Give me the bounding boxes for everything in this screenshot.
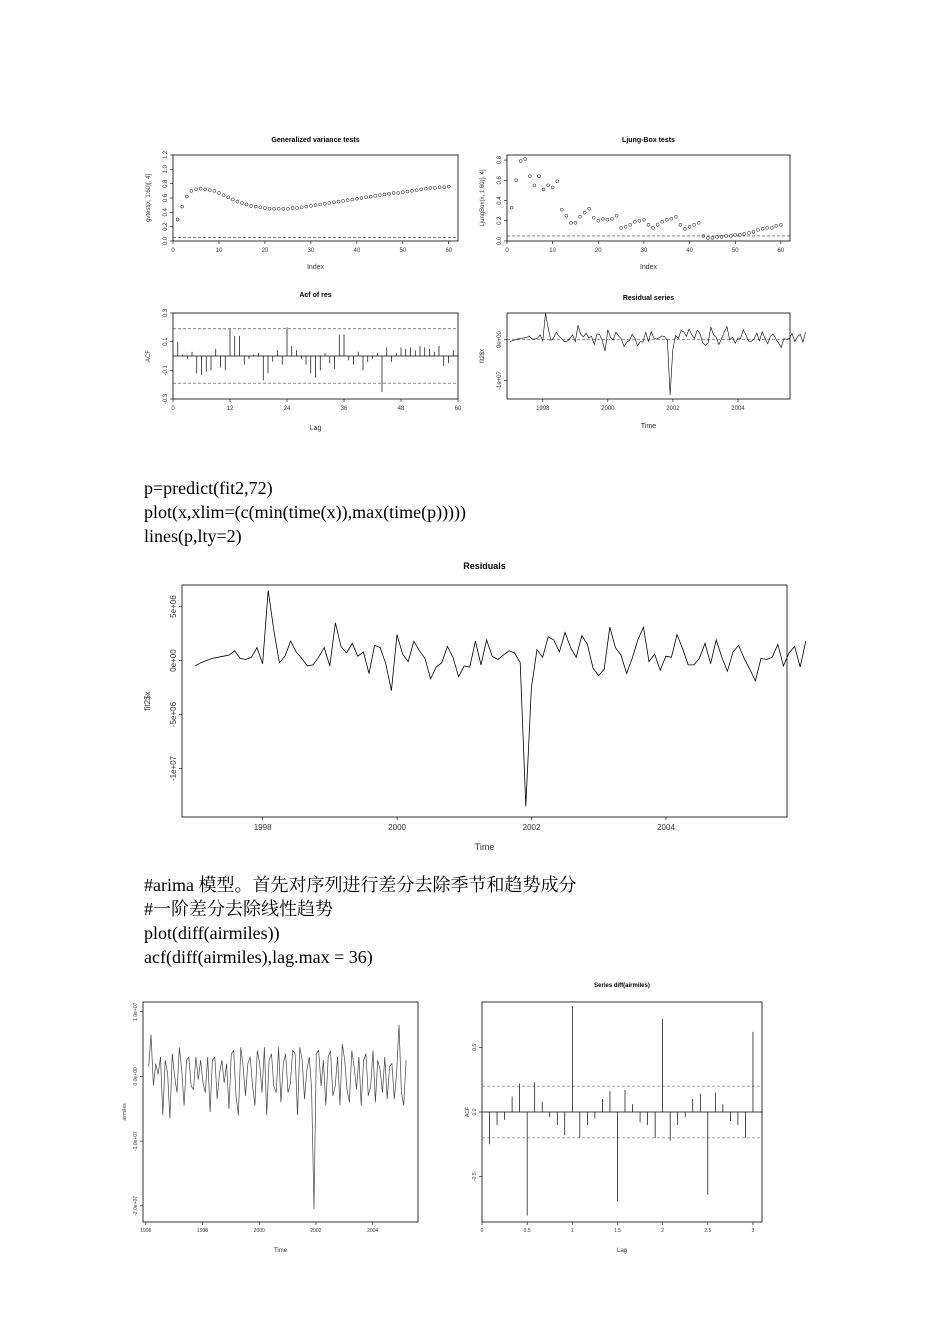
data-point: [429, 186, 432, 189]
data-point: [747, 231, 750, 234]
data-point: [374, 194, 377, 197]
x-axis-label: Lag: [309, 425, 322, 432]
data-point: [620, 226, 623, 229]
data-point: [190, 189, 193, 192]
data-point: [665, 218, 668, 221]
y-tick-label: 0.6: [163, 193, 169, 203]
data-point: [434, 186, 437, 189]
data-point: [684, 227, 687, 230]
y-tick-label: -1e+07: [497, 371, 503, 391]
data-point: [515, 179, 518, 182]
x-axis-label: Time: [273, 1248, 288, 1254]
code-block-predict: [144, 476, 466, 548]
y-tick-label: 0.4: [497, 196, 503, 205]
data-point: [510, 206, 513, 209]
code-block-arima: [144, 873, 576, 969]
y-tick-label: 0.6: [497, 176, 503, 185]
chart-title: Series diff(airmiles): [594, 983, 650, 989]
y-tick-label: 0.0e+00: [133, 1067, 139, 1086]
data-point: [236, 200, 239, 203]
series-line: [149, 1025, 406, 1210]
data-point: [725, 234, 728, 237]
y-tick-label: -5e+06: [169, 701, 178, 728]
code-comment-line: #一阶差分去除线性趋势: [144, 899, 333, 919]
data-point: [250, 204, 253, 207]
data-point: [300, 206, 303, 209]
data-point: [263, 207, 266, 210]
data-point: [720, 235, 723, 238]
data-point: [647, 223, 650, 226]
x-tick-label: 2004: [367, 1228, 379, 1234]
data-point: [779, 223, 782, 226]
y-tick-label: 0.0: [163, 236, 169, 246]
x-tick-label: 12: [226, 406, 234, 412]
y-tick-label: -1.0e+07: [133, 1131, 139, 1152]
data-point: [204, 188, 207, 191]
y-tick-label: 1.0e+07: [133, 1002, 139, 1021]
data-point: [254, 205, 257, 208]
x-tick-label: 2000: [601, 406, 615, 412]
x-tick-label: 1998: [196, 1228, 209, 1234]
code-line: plot(diff(airmiles)): [144, 923, 280, 943]
data-point: [305, 205, 308, 208]
x-tick-label: 2002: [666, 406, 680, 412]
data-point: [227, 196, 230, 199]
data-point: [729, 234, 732, 237]
data-point: [688, 225, 691, 228]
data-point: [633, 220, 636, 223]
y-tick-label: 0.2: [497, 216, 503, 225]
data-point: [245, 203, 248, 206]
x-tick-label: 40: [353, 248, 361, 254]
data-point: [397, 191, 400, 194]
data-point: [277, 207, 280, 210]
data-point: [642, 218, 645, 221]
data-point: [615, 214, 618, 217]
data-point: [606, 218, 609, 221]
data-point: [231, 198, 234, 201]
x-tick-label: 48: [397, 406, 405, 412]
x-axis-label: Time: [474, 842, 495, 852]
data-point: [656, 223, 659, 226]
y-tick-label: -0.1: [163, 365, 169, 376]
data-point: [679, 223, 682, 226]
plot-frame: [173, 313, 458, 399]
data-point: [542, 188, 545, 191]
data-point: [282, 207, 285, 210]
data-point: [711, 236, 714, 239]
data-point: [702, 234, 705, 237]
data-point: [734, 233, 737, 236]
data-point: [194, 188, 197, 191]
data-point: [528, 175, 531, 178]
data-point: [378, 194, 381, 197]
data-point: [181, 205, 184, 208]
data-point: [579, 215, 582, 218]
data-point: [443, 186, 446, 189]
data-point: [319, 203, 322, 206]
code-line: p=predict(fit2,72): [144, 478, 273, 498]
data-point: [547, 184, 550, 187]
data-point: [240, 202, 243, 205]
x-tick-label: 10: [549, 248, 556, 254]
x-axis-label: Index: [639, 264, 658, 271]
data-point: [556, 180, 559, 183]
x-tick-label: 3: [751, 1228, 755, 1234]
data-point: [360, 197, 363, 200]
x-tick-label: 30: [640, 248, 648, 254]
data-point: [328, 202, 331, 205]
x-tick-label: 40: [686, 248, 693, 254]
data-point: [674, 215, 677, 218]
data-point: [770, 226, 773, 229]
data-point: [420, 188, 423, 191]
x-tick-label: 1998: [253, 823, 272, 832]
x-tick-label: 2002: [310, 1228, 322, 1234]
data-point: [697, 221, 700, 224]
data-point: [222, 194, 225, 197]
y-tick-label: 0.1: [163, 337, 169, 346]
data-point: [766, 226, 769, 229]
y-tick-label: 0.0: [497, 236, 503, 246]
x-tick-label: 60: [777, 248, 785, 254]
data-point: [661, 220, 664, 223]
data-point: [217, 191, 220, 194]
series-line: [510, 313, 805, 395]
data-point: [314, 204, 317, 207]
x-tick-label: 1998: [536, 406, 550, 412]
chart-title: Residuals: [463, 561, 506, 571]
data-point: [355, 197, 358, 200]
plot-frame: [507, 313, 790, 399]
x-tick-label: 1996: [140, 1228, 152, 1234]
data-point: [752, 230, 755, 233]
data-point: [610, 217, 613, 220]
x-tick-label: 2000: [388, 823, 407, 832]
y-tick-label: 0.2: [163, 222, 169, 231]
data-point: [447, 185, 450, 188]
x-tick-label: 2.5: [704, 1228, 712, 1234]
y-tick-label: 0.3: [163, 308, 169, 318]
y-tick-label: 5e+06: [169, 595, 178, 618]
data-point: [574, 221, 577, 224]
data-point: [624, 225, 627, 228]
data-point: [597, 219, 600, 222]
y-tick-label: -2.0e+07: [133, 1195, 139, 1216]
data-point: [670, 217, 673, 220]
plot-frame: [182, 585, 787, 817]
data-point: [332, 201, 335, 204]
data-point: [185, 195, 188, 198]
data-point: [519, 160, 522, 163]
x-axis-label: Index: [306, 264, 325, 271]
data-point: [346, 199, 349, 202]
data-point: [537, 175, 540, 178]
y-tick-label: 1.0: [163, 165, 169, 174]
plot-frame: [143, 1002, 418, 1222]
chart-title: Generalized variance tests: [271, 137, 360, 144]
x-tick-label: 0: [505, 248, 509, 254]
data-point: [273, 207, 276, 210]
data-point: [652, 226, 655, 229]
code-line: lines(p,lty=2): [144, 526, 242, 546]
data-point: [415, 189, 418, 192]
y-axis-label: LjungBox(x, 1:60)[, 4]: [480, 169, 486, 227]
plot-frame: [482, 1002, 762, 1222]
data-point: [638, 219, 641, 222]
x-axis-label: Lag: [616, 1248, 628, 1254]
y-tick-label: 0.8: [163, 179, 169, 188]
y-tick-label: -1e+07: [169, 755, 178, 782]
data-point: [533, 184, 536, 187]
data-point: [424, 187, 427, 190]
x-tick-label: 60: [445, 248, 453, 254]
data-point: [757, 228, 760, 231]
data-point: [296, 207, 299, 210]
data-point: [761, 227, 764, 230]
y-axis-label: ACF: [146, 350, 152, 362]
data-point: [438, 186, 441, 189]
data-point: [388, 192, 391, 195]
x-tick-label: 30: [307, 248, 315, 254]
data-point: [392, 191, 395, 194]
data-point: [323, 202, 326, 205]
y-axis-label: ACF: [465, 1107, 471, 1117]
x-tick-label: 10: [215, 248, 223, 254]
data-point: [743, 232, 746, 235]
data-point: [565, 214, 568, 217]
x-tick-label: 0: [480, 1228, 484, 1234]
data-point: [337, 200, 340, 203]
x-tick-label: 2000: [253, 1228, 265, 1234]
y-axis-label: fit2$x: [143, 691, 152, 711]
chart-title: Residual series: [622, 295, 675, 302]
data-point: [286, 207, 289, 210]
data-point: [524, 158, 527, 161]
code-line: plot(x,xlim=(c(min(time(x)),max(time(p))))): [144, 502, 467, 522]
y-tick-label: 0.4: [163, 208, 169, 217]
data-point: [401, 191, 404, 194]
data-point: [342, 199, 345, 202]
data-point: [583, 211, 586, 214]
x-tick-label: 2: [661, 1228, 665, 1234]
data-point: [715, 235, 718, 238]
y-axis-label: gvtest(x, 1:60)[, 4]: [146, 173, 152, 223]
plot-frame: [507, 155, 790, 241]
y-tick-label: 1.2: [163, 150, 169, 160]
code-line: acf(diff(airmiles),lag.max = 36): [144, 947, 373, 967]
x-tick-label: 24: [283, 406, 291, 412]
data-point: [601, 217, 604, 220]
data-point: [369, 195, 372, 198]
data-point: [629, 223, 632, 226]
x-tick-label: 1.5: [614, 1228, 621, 1234]
code-comment-line: #arima 模型。首先对序列进行差分去除季节和趋势成分: [144, 875, 577, 895]
y-axis-label: airmiles: [122, 1103, 128, 1121]
plot-frame: [173, 155, 458, 241]
data-point: [406, 190, 409, 193]
series-line: [195, 590, 805, 806]
data-point: [365, 196, 368, 199]
data-point: [775, 224, 778, 227]
data-point: [351, 198, 354, 201]
data-point: [268, 207, 271, 210]
chart-title: Ljung-Box tests: [622, 137, 675, 144]
y-tick-label: 0.5: [472, 1043, 478, 1051]
y-tick-label: 0.0: [472, 1108, 478, 1116]
data-point: [411, 189, 414, 192]
data-point: [569, 221, 572, 224]
data-point: [693, 223, 696, 226]
x-tick-label: 2004: [731, 406, 745, 412]
x-tick-label: 2002: [522, 823, 541, 832]
y-axis-label: fit2$x: [480, 348, 486, 364]
x-tick-label: 0: [171, 406, 175, 412]
data-point: [199, 187, 202, 190]
y-tick-label: 0e+00: [497, 331, 503, 349]
data-point: [706, 236, 709, 239]
y-tick-label: -0.3: [163, 393, 169, 405]
data-point: [291, 207, 294, 210]
x-tick-label: 2004: [657, 823, 675, 832]
x-tick-label: 36: [340, 406, 348, 412]
x-tick-label: 0.5: [523, 1228, 531, 1234]
data-point: [208, 189, 211, 192]
x-tick-label: 20: [594, 248, 602, 254]
data-point: [213, 189, 216, 192]
data-point: [551, 186, 554, 189]
data-point: [176, 218, 179, 221]
x-tick-label: 50: [399, 248, 407, 254]
x-axis-label: Time: [640, 423, 657, 430]
data-point: [383, 193, 386, 196]
y-tick-label: 0.8: [497, 155, 503, 165]
data-point: [309, 204, 312, 207]
data-point: [560, 208, 563, 211]
y-tick-label: 0e+00: [169, 649, 178, 672]
x-tick-label: 20: [261, 248, 269, 254]
data-point: [738, 233, 741, 236]
x-tick-label: 1: [570, 1228, 574, 1234]
chart-title: Acf of res: [299, 292, 332, 299]
x-tick-label: 60: [454, 406, 462, 412]
x-tick-label: 0: [171, 248, 175, 254]
data-point: [592, 216, 595, 219]
data-point: [259, 206, 262, 209]
x-tick-label: 50: [731, 248, 739, 254]
data-point: [588, 207, 591, 210]
y-tick-label: -0.5: [472, 1172, 478, 1182]
